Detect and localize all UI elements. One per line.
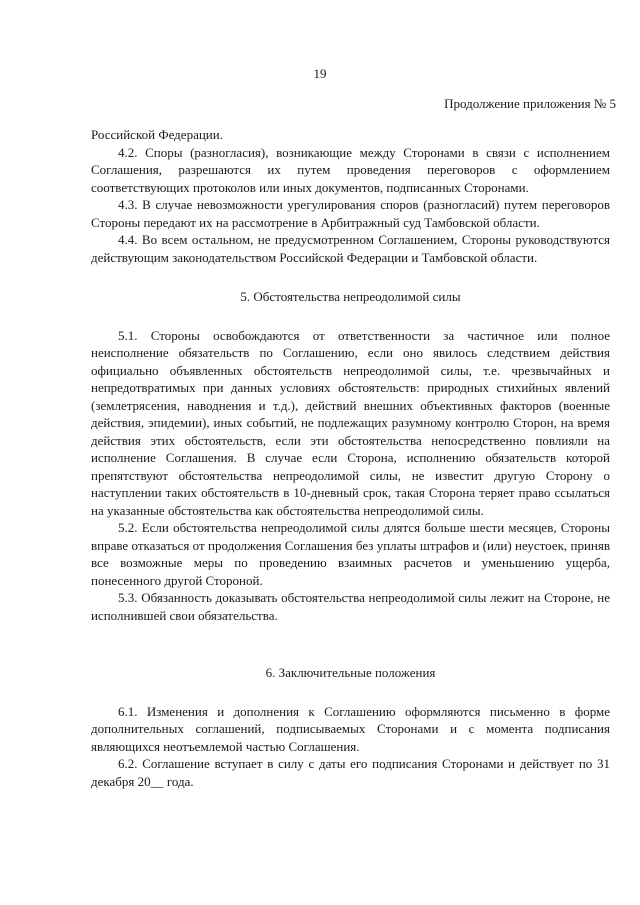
paragraph-4-2: 4.2. Споры (разногласия), возникающие между Сторонами в связи с исполнением Соглашения, разрешаются их путем проведения переговоров с оформлением соответствующих протоколов или иных документов, подписанных Сторонами.	[91, 144, 610, 195]
paragraph-5-1: 5.1. Стороны освобождаются от ответственности за частичное или полное неисполнение обязательств по Соглашению, если оно явилось следствием действия официально объявленных обстоятельств непреодолимой силы, т.е. чрезвычайных и непредотвратимых при данных условиях обстоятельств: природных стихийных явлений (землетрясения, наводнения и т.д.), действий внешних объективных факторов (военные действия, эпидемии), иных событий, не подлежащих разумному контролю Сторон, на время действия этих обстоятельств, если эти обстоятельства непосредственно повлияли на исполнение Соглашения. В случае если Сторона, исполнению обязательств которой препятствуют обстоятельства непреодолимой силы, не известит другую Сторону о наступлении таких обстоятельств в 10-дневный срок, такая Сторона теряет право ссылаться на указанные обстоятельства как обстоятельства непреодолимой силы.	[91, 327, 610, 518]
paragraph-4-4: 4.4. Во всем остальном, не предусмотренном Соглашением, Стороны руководствуются действующим законодательством Российской Федерации и Тамбовской области.	[91, 232, 610, 265]
appendix-label: Продолжение приложения № 5	[444, 96, 616, 111]
paragraph-4-3: 4.3. В случае невозможности урегулирования споров (разногласий) путем переговоров Стороны передают их на рассмотрение в Арбитражный суд Тамбовской области.	[91, 197, 610, 230]
page-number: 19	[313, 66, 327, 81]
document-body	[91, 126, 610, 790]
paragraph-5-2: 5.2. Если обстоятельства непреодолимой силы длятся больше шести месяцев, Стороны вправе отказаться от продолжения Соглашения без уплаты штрафов и (или) неустоек, приняв все возможные меры по проведению взаимных расчетов и уменьшению ущерба, понесенного другой Стороной.	[91, 520, 610, 588]
paragraph-6-2: 6.2. Соглашение вступает в силу с даты его подписания Сторонами и действует по 31 декабря 20__ года.	[91, 756, 610, 789]
section-heading-6: 6. Заключительные положения	[265, 665, 436, 680]
paragraph-continuation: Российской Федерации.	[91, 127, 223, 142]
paragraph-5-3: 5.3. Обязанность доказывать обстоятельства непреодолимой силы лежит на Стороне, не исполнившей свои обязательства.	[91, 590, 610, 623]
paragraph-6-1: 6.1. Изменения и дополнения к Соглашению оформляются письменно в форме дополнительных соглашений, подписываемых Сторонами и с момента подписания являющихся неотъемлемой частью Соглашения.	[91, 703, 610, 754]
section-heading-5: 5. Обстоятельства непреодолимой силы	[240, 289, 461, 304]
